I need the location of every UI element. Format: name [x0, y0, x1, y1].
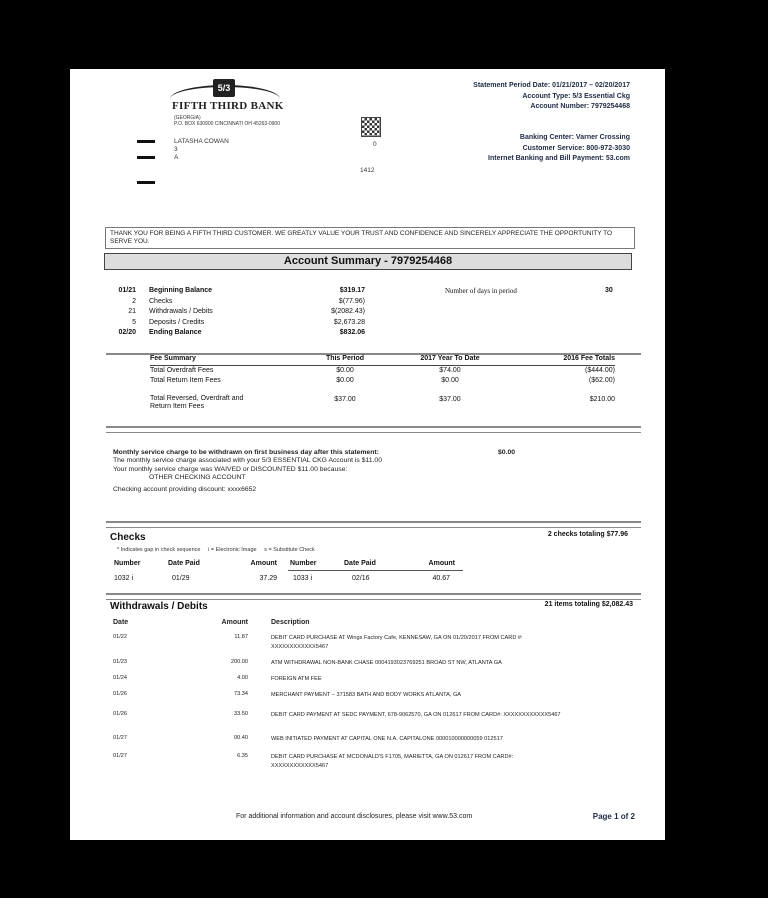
summary-row	[110, 297, 370, 308]
divider	[106, 426, 641, 433]
code-right-1: 0	[373, 141, 377, 148]
checks-header: Number	[290, 560, 317, 567]
withdrawal-amount: 4.00	[237, 675, 248, 681]
summary-label: Beginning Balance	[149, 287, 213, 294]
summary-label: Deposits / Credits	[149, 318, 205, 326]
check-date: 01/29	[172, 575, 190, 582]
mail-mark	[137, 156, 155, 159]
summary-col1: 5	[132, 318, 136, 326]
mail-mark	[137, 140, 155, 143]
mail-mark	[137, 181, 155, 184]
remit-state: (GEORGIA)	[174, 115, 201, 121]
check-amount: 37.29	[259, 575, 277, 582]
summary-amount: $319.17	[339, 287, 365, 294]
withdrawal-amount: 6.35	[237, 753, 248, 759]
code-right-2: 1412	[360, 167, 375, 174]
withdrawal-date: 01/24	[113, 675, 127, 681]
checks-header: Amount	[428, 560, 455, 567]
divider	[288, 570, 463, 571]
service-charge-line: Monthly service charge to be withdrawn on first business day after this statement:	[113, 449, 379, 456]
summary-table	[110, 286, 370, 339]
withdrawals-header: Date	[113, 619, 129, 626]
fee-value: $74.00	[439, 366, 461, 374]
service-charge-line: Your monthly service charge was WAIVED or DISCOUNTED $11.00 because:	[113, 465, 348, 473]
withdrawal-description: MERCHANT PAYMENT – 371583 BATH AND BODY WORKS ATLANTA, GA	[271, 692, 462, 698]
footer-disclosure: For additional information and account disclosures, please visit www.53.com	[236, 813, 473, 820]
service-charge-amount: $0.00	[498, 449, 516, 456]
fee-value: ($444.00)	[585, 366, 615, 374]
customer-service: Customer Service: 800-972-3030	[522, 144, 630, 152]
summary-label: Ending Balance	[149, 329, 202, 336]
fee-row	[150, 365, 615, 376]
withdrawal-description: DEBIT CARD PURCHASE AT Wings Factory Cafe, KENNESAW, GA ON 01/20/2017 FROM CARD #: XXXXXXXXXXXX5467	[271, 635, 523, 650]
fee-label: Total Overdraft Fees	[150, 366, 214, 374]
summary-row	[110, 318, 370, 329]
withdrawal-amount: 33.50	[234, 711, 248, 717]
fee-header: This Period	[300, 354, 390, 365]
checks-header: Number	[114, 560, 141, 567]
summary-col1: 01/21	[118, 287, 136, 294]
withdrawal-amount: 00.40	[234, 735, 248, 741]
withdrawal-description: FOREIGN ATM FEE	[271, 676, 322, 682]
summary-col1: 21	[128, 308, 136, 315]
withdrawal-date: 01/23	[113, 659, 127, 665]
banking-center: Banking Center: Varner Crossing	[519, 134, 630, 141]
fee-value: $0.00	[336, 366, 354, 374]
fee-value: $0.00	[441, 377, 459, 384]
summary-label: Checks	[149, 297, 173, 305]
fee-header: Fee Summary	[150, 354, 300, 365]
days-in-period-label: Number of days in period	[445, 287, 517, 295]
divider	[106, 593, 641, 600]
check-number: 1033 i	[293, 575, 313, 582]
withdrawal-description: DEBIT CARD PURCHASE AT MCDONALD'S F1705, MARIETTA, GA ON 012617 FROM CARD#: XXXXXXXXXXXX5467	[271, 754, 514, 769]
check-date: 02/16	[352, 575, 370, 582]
withdrawal-date: 01/27	[113, 753, 127, 759]
days-in-period-value: 30	[605, 287, 613, 294]
customer-name: LATASHA COWAN	[174, 138, 229, 145]
fee-row	[150, 395, 615, 411]
thank-you-message: THANK YOU FOR BEING A FIFTH THIRD CUSTOMER. WE GREATLY VALUE YOUR TRUST AND CONFIDENCE AND SINCERELY APPRECIATE THE OPPORTUNITY TO SERVE YOU.	[105, 227, 635, 249]
account-type: Account Type: 5/3 Essential Ckg	[522, 92, 630, 100]
customer-address-2: A	[174, 154, 179, 161]
statement-page	[70, 69, 665, 840]
account-summary-title: Account Summary - 7979254468	[104, 253, 632, 270]
remit-address: P.O. BOX 630900 CINCINNATI OH 45263-0900	[174, 121, 280, 127]
withdrawal-date: 01/22	[113, 634, 127, 640]
fee-value: $0.00	[336, 377, 354, 384]
withdrawal-date: 01/27	[113, 735, 127, 741]
checks-title: Checks	[110, 532, 146, 543]
summary-label: Withdrawals / Debits	[149, 308, 213, 315]
summary-row	[110, 307, 370, 318]
account-number: Account Number: 7979254468	[530, 103, 630, 110]
statement-period: Statement Period Date: 01/21/2017 – 02/20/2017	[473, 82, 630, 89]
withdrawal-description: ATM WITHDRAWAL NON-BANK CHASE 0004193023769251 BROAD ST NW, ATLANTA GA	[271, 660, 502, 666]
check-amount: 40.67	[432, 575, 450, 582]
service-charge-line: The monthly service charge associated with your 5/3 ESSENTIAL CKG Account is $11.00	[113, 457, 382, 465]
fee-header: 2016 Fee Totals	[510, 354, 615, 365]
bank-name: FIFTH THIRD BANK	[172, 100, 284, 112]
fee-label: Total Return Item Fees	[150, 377, 221, 384]
contact-info	[488, 133, 630, 165]
summary-row	[110, 286, 370, 297]
withdrawal-amount: 11.87	[234, 634, 248, 640]
checks-header: Amount	[250, 560, 277, 567]
summary-row	[110, 328, 370, 339]
service-charge-info	[113, 449, 382, 494]
internet-banking: Internet Banking and Bill Payment: 53.com	[488, 155, 630, 162]
fee-summary-table	[150, 354, 615, 411]
checks-header: Date Paid	[168, 560, 200, 567]
discount-account: Checking account providing discount: xxxx6652	[113, 486, 257, 494]
checks-header: Date Paid	[344, 560, 376, 567]
fee-header-row	[150, 354, 615, 365]
fee-value: $37.00	[439, 395, 461, 403]
withdrawals-header: Description	[271, 619, 310, 626]
page-number: Page 1 of 2	[592, 812, 635, 821]
summary-amount: $(77.96)	[338, 297, 365, 305]
summary-amount: $(2082.43)	[331, 308, 365, 315]
logo-mark-icon: 5/3	[213, 79, 235, 97]
checks-total: 2 checks totaling $77.96	[547, 531, 628, 538]
account-info	[473, 81, 630, 113]
withdrawal-description: DEBIT CARD PAYMENT AT SEDC PAYMENT, 678-9062570, GA ON 012617 FROM CARD#: XXXXXXXXXXXX5467	[271, 712, 561, 718]
summary-amount: $2,673.28	[333, 318, 365, 326]
fee-label: Total Reversed, Overdraft and Return Item Fees	[150, 394, 244, 410]
service-charge-line: OTHER CHECKING ACCOUNT	[149, 473, 246, 481]
withdrawals-total: 21 items totaling $2,082.43	[544, 601, 633, 608]
check-number: 1032 i	[114, 575, 134, 582]
fee-header: 2017 Year To Date	[390, 354, 510, 365]
withdrawal-description: WEB INITIATED PAYMENT AT CAPITAL ONE N.A. CAPITALONE 000010000000059 012517	[271, 736, 503, 742]
fee-value: $37.00	[334, 395, 356, 403]
fee-value: $210.00	[589, 395, 615, 403]
checks-table	[110, 560, 470, 590]
divider	[106, 521, 641, 528]
summary-amount: $832.06	[339, 329, 365, 336]
withdrawal-date: 01/26	[113, 711, 127, 717]
fee-value: ($62.00)	[588, 377, 615, 384]
summary-col1: 02/20	[118, 329, 136, 336]
withdrawal-amount: 200.00	[230, 659, 248, 665]
barcode-icon	[361, 117, 381, 137]
withdrawal-amount: 73.34	[234, 691, 248, 697]
customer-address-1: 3	[174, 146, 178, 153]
checks-legend: * Indicates gap in check sequence i = Electronic Image s = Substitute Check	[117, 547, 315, 553]
withdrawals-title: Withdrawals / Debits	[110, 601, 208, 612]
fee-row	[150, 376, 615, 387]
withdrawal-date: 01/26	[113, 691, 127, 697]
summary-col1: 2	[132, 297, 136, 305]
withdrawals-header: Amount	[221, 619, 248, 626]
